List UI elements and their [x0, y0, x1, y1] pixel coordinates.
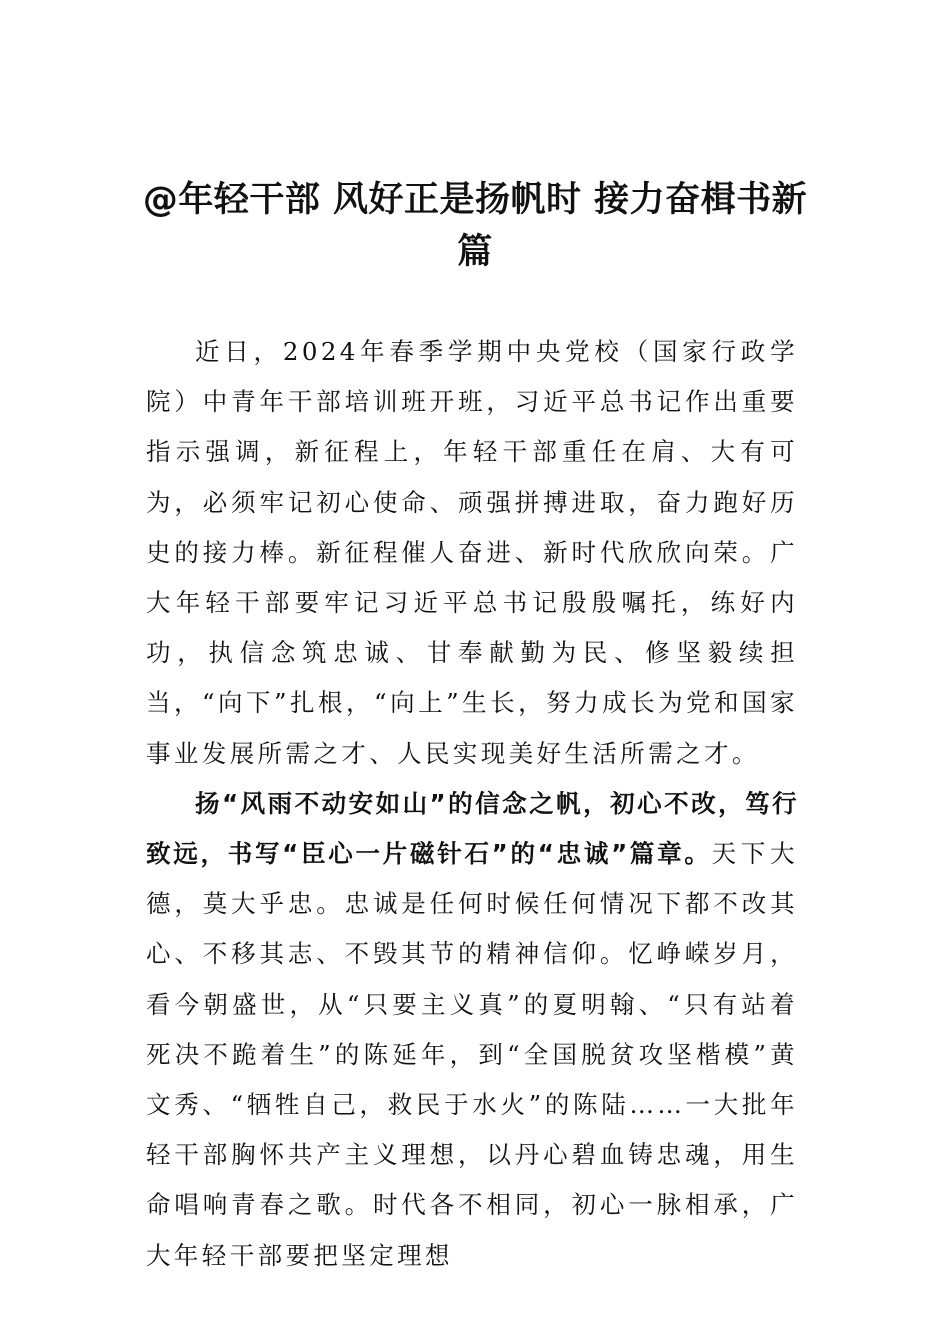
paragraph-intro	[146, 327, 798, 779]
paragraph-text: 近日，2024年春季学期中央党校（国家行政学院）中青年干部培训班开班，习近平总书记作出重要指示强调，新征程上，年轻干部重任在肩、大有可为，必须牢记初心使命、顽强拼搏进取，奋力跑好历史的接力棒。新征程催人奋进、新时代欣欣向荣。广大年轻干部要牢记习近平总书记殷殷嘱托，练好内功，执信念筑忠诚、甘奉献勤为民、修坚毅续担当，“向下”扎根，“向上”生长，努力成长为党和国家事业发展所需之才、人民实现美好生活所需之才。	[146, 337, 798, 768]
article-body	[146, 327, 798, 1281]
paragraph-lead: 扬“风雨不动安如山”的信念之帆，初心不改，笃行致远，书写“臣心一片磁针石”的“忠诚”篇章。	[146, 788, 798, 869]
paragraph-loyalty	[146, 779, 798, 1281]
paragraph-text: 天下大德，莫大乎忠。忠诚是任何时候任何情况下都不改其心、不移其志、不毁其节的精神信仰。忆峥嵘岁月，看今朝盛世，从“只要主义真”的夏明翰、“只有站着死决不跪着生”的陈延年，到“全国脱贫攻坚楷模”黄文秀、“牺牲自己，救民于水火”的陈陆……一大批年轻干部胸怀共产主义理想，以丹心碧血铸忠魂，用生命唱响青春之歌。时代各不相同，初心一脉相承，广大年轻干部要把坚定理想	[146, 839, 798, 1270]
article-title: @年轻干部 风好正是扬帆时 接力奋楫书新篇	[142, 180, 808, 272]
